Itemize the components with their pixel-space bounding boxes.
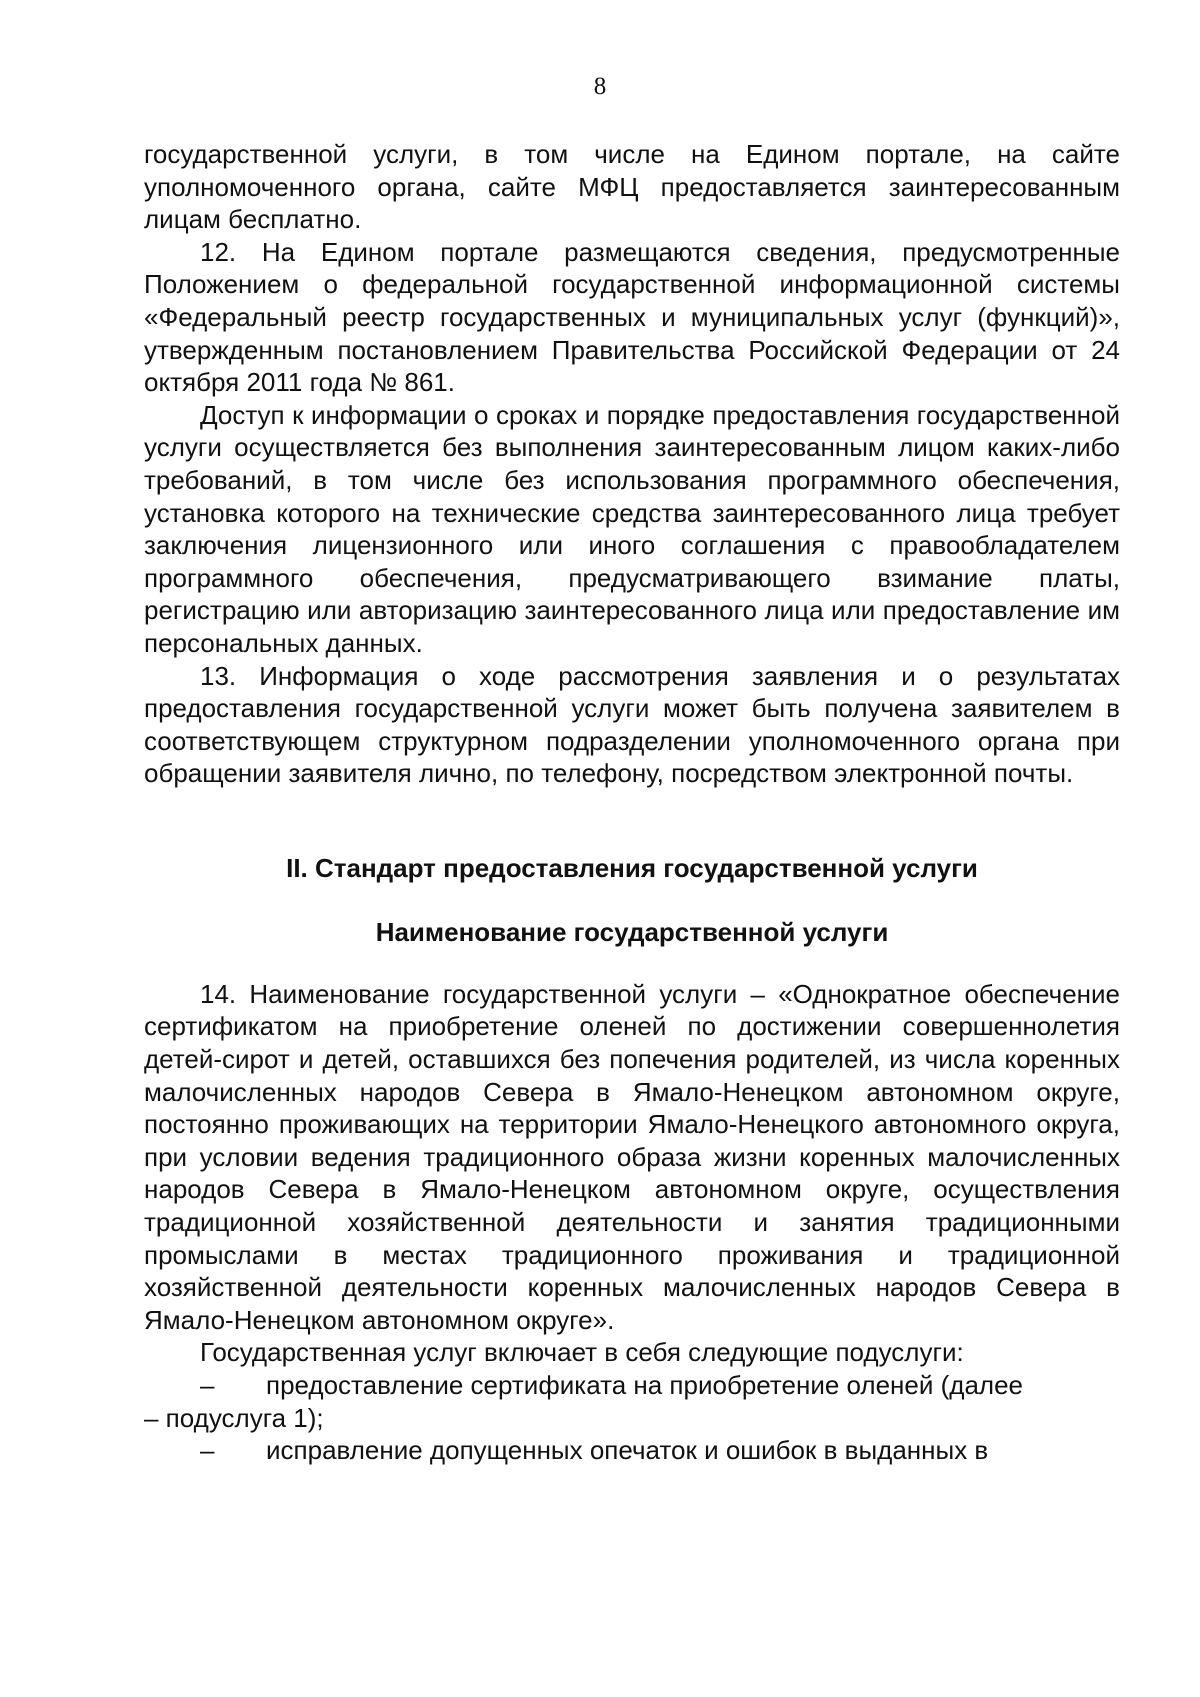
subsection-heading: Наименование государственной услуги	[375, 916, 889, 947]
list-item	[144, 1369, 1120, 1434]
list-item	[144, 1434, 1120, 1467]
paragraph-12: 12. На Едином портале размещаются сведения, предусмотренные Положением о федеральной государственной информационной системы «Федеральный реестр государственных и муниципальных услуг (функций)», утвержденным постановлением Правительства Российской Федерации от 24 октября 2011 года № 861.	[144, 236, 1120, 398]
paragraph-subservices-intro: Государственная услуг включает в себя следующие подуслуги:	[200, 1337, 964, 1368]
list-item-text: исправление допущенных опечаток и ошибок в выданных в	[266, 1435, 989, 1466]
paragraph-access-info: Доступ к информации о сроках и порядке предоставления государственной услуги осуществляется без выполнения заинтересованным лицом каких-либо требований, в том числе без использования программного обеспечения, установка которого на технические средства заинтересованного лица требует заключения лицензионного или иного соглашения с правообладателем программного обеспечения, предусматривающего взимание платы, регистрацию или авторизацию заинтересованного лица или предоставление им персональных данных.	[144, 399, 1120, 658]
document-body	[144, 138, 1120, 1467]
dash-marker: –	[200, 1370, 215, 1400]
section-heading: II. Стандарт предоставления государственной услуги	[286, 852, 978, 883]
paragraph-13: 13. Информация о ходе рассмотрения заявления и о результатах предоставления государственной услуги может быть получена заявителем в соответствующем структурном подразделении уполномоченного органа при обращении заявителя лично, по телефону, посредством электронной почты.	[144, 660, 1120, 789]
list-item-text: предоставление сертификата на приобретение оленей (далее	[266, 1370, 1023, 1400]
page-number: 8	[593, 73, 607, 100]
paragraph-fee-info: государственной услуги, в том числе на Едином портале, на сайте уполномоченного органа, сайте МФЦ предоставляется заинтересованным лицам бесплатно.	[144, 139, 1120, 235]
list-item-continuation: – подуслуга 1);	[144, 1402, 324, 1433]
paragraph-14: 14. Наименование государственной услуги – «Однократное обеспечение сертификатом на приобретение оленей по достижении совершеннолетия детей-сирот и детей, оставшихся без попечения родителей, из числа коренных малочисленных народов Севера в Ямало-Ненецком автономном округе, постоянно проживающих на территории Ямало-Ненецкого автономного округа, при условии ведения традиционного образа жизни коренных малочисленных народов Севера в Ямало-Ненецком автономном округе, осуществления традиционной хозяйственной деятельности и занятия традиционными промыслами в местах традиционного проживания и традиционной хозяйственной деятельности коренных малочисленных народов Севера в Ямало-Ненецком автономном округе».	[144, 978, 1120, 1335]
subservices-list	[144, 1369, 1120, 1467]
dash-marker: –	[200, 1435, 215, 1466]
